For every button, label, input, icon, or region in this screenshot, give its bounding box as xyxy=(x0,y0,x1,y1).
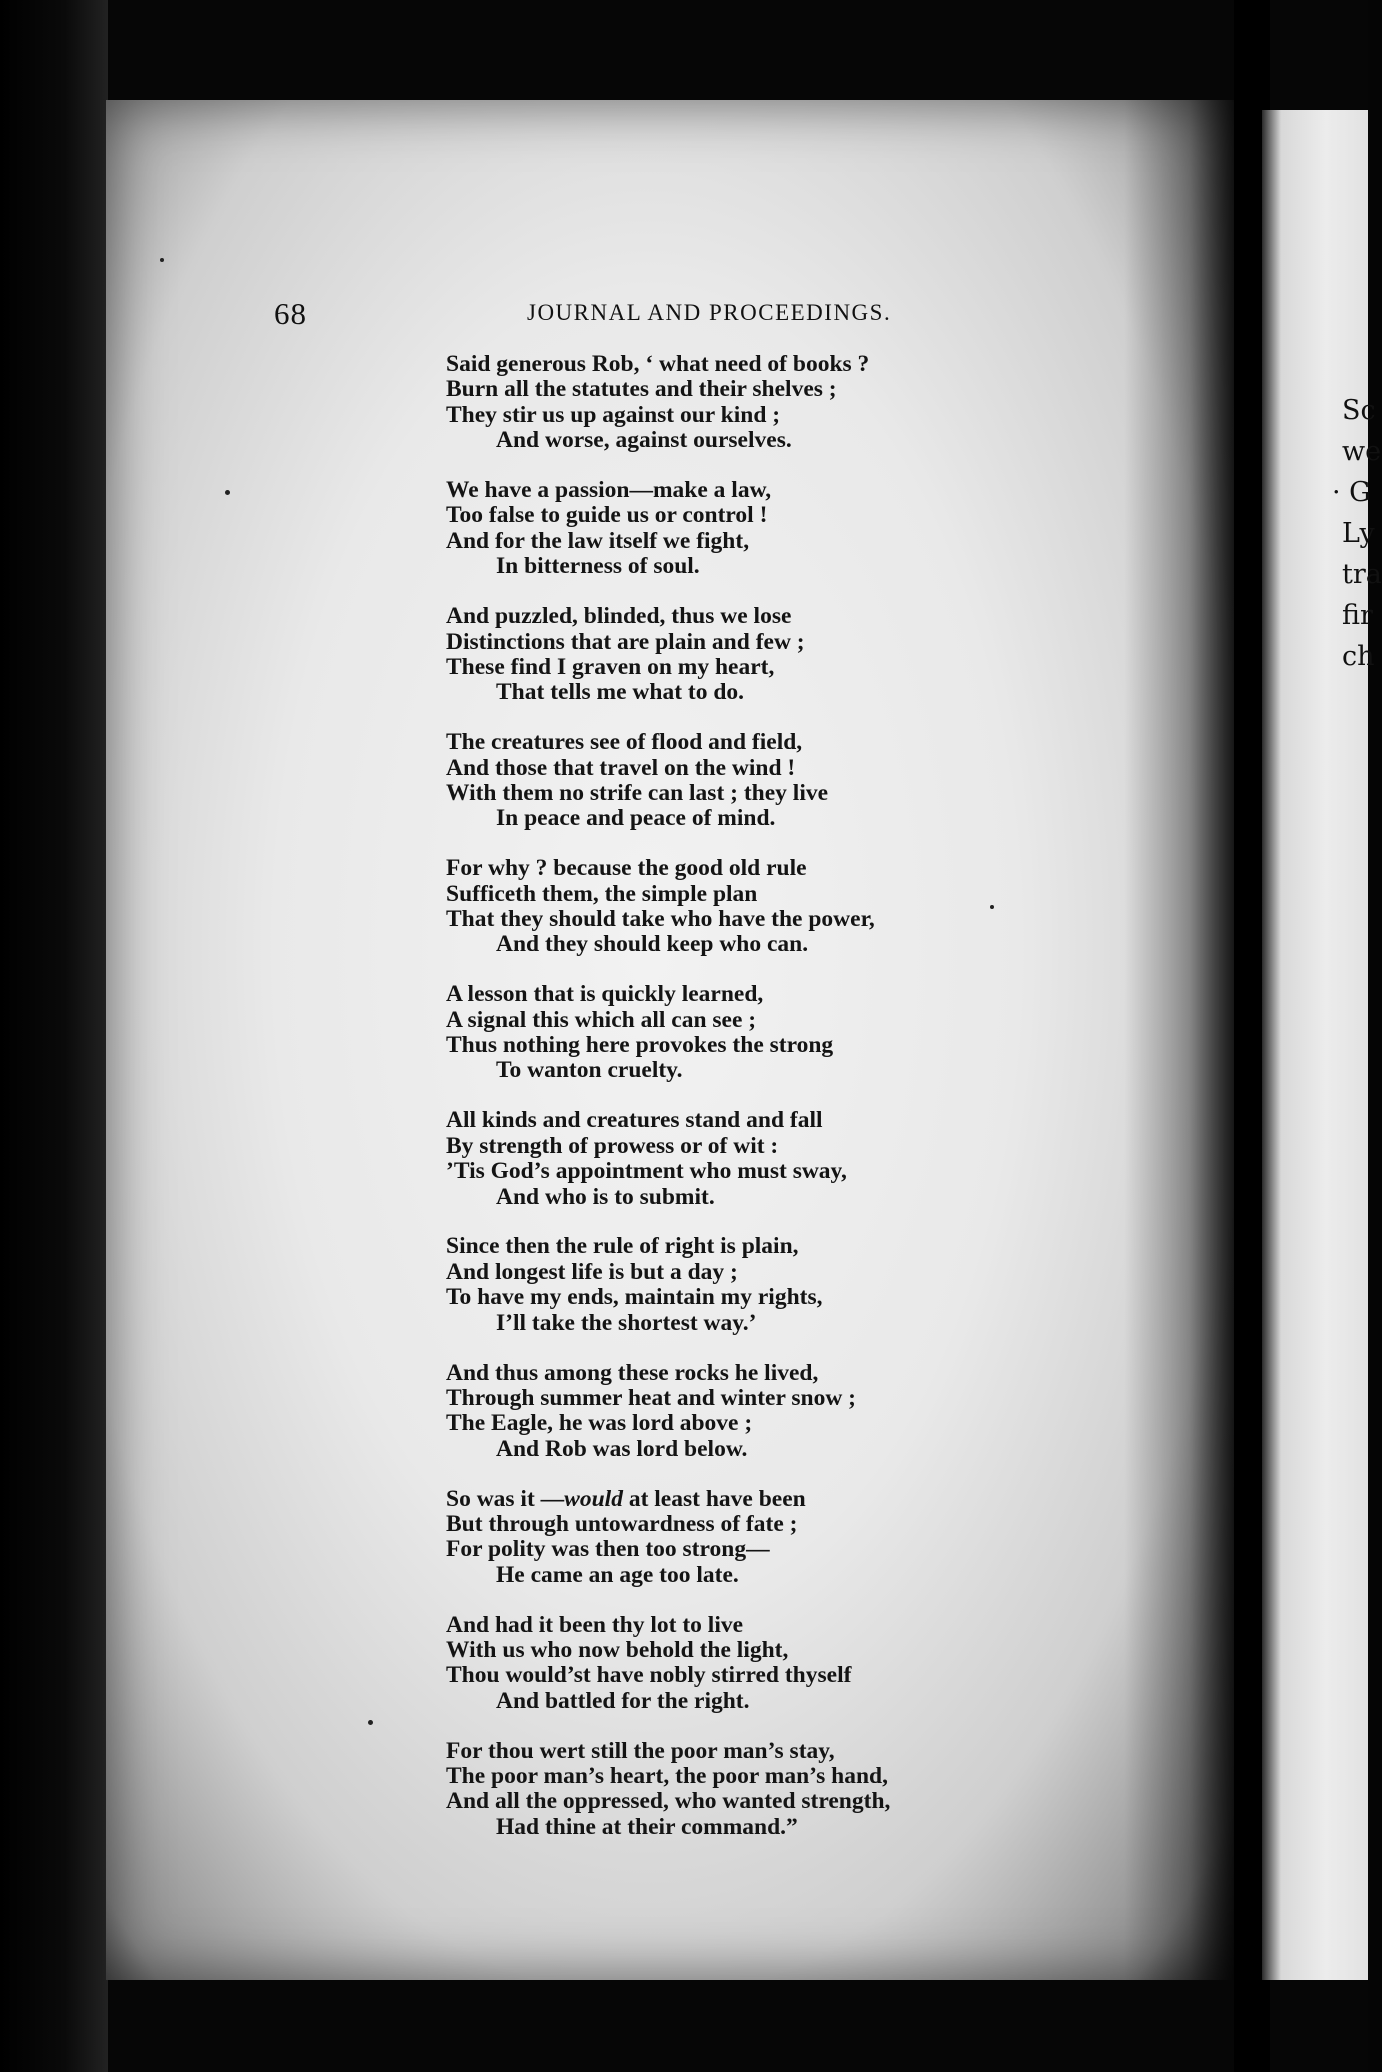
poem-line: Through summer heat and winter snow ; xyxy=(446,1384,856,1411)
poem-line: With them no strife can last ; they live xyxy=(446,779,829,806)
poem-line: In peace and peace of mind. xyxy=(496,805,776,832)
stanza xyxy=(446,1739,966,1841)
poem-line: The creatures see of flood and field, xyxy=(446,729,803,756)
poem-line: Thou would’st have nobly stirred thyself xyxy=(446,1662,852,1689)
poem-line: That they should take who have the power, xyxy=(446,906,875,933)
stanza xyxy=(446,1234,966,1336)
poem-line: All kinds and creatures stand and fall xyxy=(446,1107,823,1134)
poem-line: Said generous Rob, ‘ what need of books ? xyxy=(446,351,870,377)
poem-line: Since then the rule of right is plain, xyxy=(446,1233,799,1260)
poem-line: And had it been thy lot to live xyxy=(446,1611,744,1638)
facing-fragment: · G xyxy=(1332,477,1371,508)
poem-line: Had thine at their command.” xyxy=(496,1813,798,1840)
poem-line: They stir us up against our kind ; xyxy=(446,401,781,428)
facing-fragment: ch xyxy=(1342,641,1375,672)
poem-line: With us who now behold the light, xyxy=(446,1637,789,1664)
poem-line: And thus among these rocks he lived, xyxy=(446,1359,819,1386)
poem-line: And those that travel on the wind ! xyxy=(446,754,796,781)
stanza xyxy=(446,604,966,706)
stanza xyxy=(446,730,966,832)
poem-line: Distinctions that are plain and few ; xyxy=(446,628,805,655)
running-head xyxy=(0,296,1368,332)
poem-line: A lesson that is quickly learned, xyxy=(446,981,764,1008)
poem-line: Sufficeth them, the simple plan xyxy=(446,880,758,907)
facing-page-text xyxy=(1332,390,1382,677)
page-fold-shadow xyxy=(1124,100,1234,1980)
poem-line: To have my ends, maintain my rights, xyxy=(446,1284,823,1311)
stanza xyxy=(446,478,966,580)
poem-line: In bitterness of soul. xyxy=(496,553,700,580)
poem-line: And who is to submit. xyxy=(496,1183,715,1210)
poem-line: That tells me what to do. xyxy=(496,679,745,706)
poem-line: The poor man’s heart, the poor man’s hand, xyxy=(446,1763,888,1790)
dust-speck xyxy=(368,1720,373,1725)
poem-line: To wanton cruelty. xyxy=(496,1057,683,1084)
poem-line: And battled for the right. xyxy=(496,1687,750,1714)
page-number: 68 xyxy=(274,296,307,331)
facing-fragment: tra xyxy=(1342,559,1382,590)
stanza xyxy=(446,352,966,454)
stanza xyxy=(446,1361,966,1463)
poem-line: And all the oppressed, who wanted strength, xyxy=(446,1788,891,1815)
poem-line: And puzzled, blinded, thus we lose xyxy=(446,603,792,630)
poem-line: I’ll take the shortest way.’ xyxy=(496,1309,757,1336)
emphasis-word: would xyxy=(564,1485,623,1512)
dust-speck xyxy=(160,258,164,262)
facing-fragment: Ly xyxy=(1342,518,1375,549)
poem-line xyxy=(446,1487,966,1512)
poem-line: For thou wert still the poor man’s stay, xyxy=(446,1737,835,1764)
dust-speck xyxy=(990,905,994,909)
stanza xyxy=(446,1487,966,1589)
poem xyxy=(446,352,966,1865)
facing-fragment: fir xyxy=(1342,600,1373,631)
poem-line: And worse, against ourselves. xyxy=(496,427,792,454)
poem-line: He came an age too late. xyxy=(496,1561,739,1588)
poem-line: For polity was then too strong— xyxy=(446,1536,770,1563)
line-segment: at least have been xyxy=(622,1485,806,1512)
poem-line: ’Tis God’s appointment who must sway, xyxy=(446,1158,847,1185)
poem-line: But through untowardness of fate ; xyxy=(446,1510,798,1537)
poem-line: And for the law itself we fight, xyxy=(446,527,750,554)
poem-line: The Eagle, he was lord above ; xyxy=(446,1410,753,1437)
poem-line: Burn all the statutes and their shelves ; xyxy=(446,376,837,403)
poem-line: By strength of prowess or of wit : xyxy=(446,1132,779,1159)
poem-line: And longest life is but a day ; xyxy=(446,1258,738,1285)
poem-line: Too false to guide us or control ! xyxy=(446,502,768,529)
stanza xyxy=(446,1613,966,1715)
poem-line: For why ? because the good old rule xyxy=(446,855,807,882)
poem-line: These find I graven on my heart, xyxy=(446,653,775,680)
line-segment: So was it — xyxy=(446,1485,565,1512)
poem-line: And Rob was lord below. xyxy=(496,1435,748,1462)
poem-line: A signal this which all can see ; xyxy=(446,1006,757,1033)
facing-page xyxy=(1262,110,1382,1980)
facing-fragment: we xyxy=(1342,436,1382,467)
stanza xyxy=(446,1108,966,1210)
facing-fragment: Sc xyxy=(1342,395,1376,426)
poem-line: And they should keep who can. xyxy=(496,931,809,958)
dust-speck xyxy=(225,490,230,495)
stanza xyxy=(446,982,966,1084)
journal-title: JOURNAL AND PROCEEDINGS. xyxy=(527,300,892,325)
stanza xyxy=(446,856,966,958)
poem-line: We have a passion—make a law, xyxy=(446,477,772,504)
poem-line: Thus nothing here provokes the strong xyxy=(446,1032,834,1059)
